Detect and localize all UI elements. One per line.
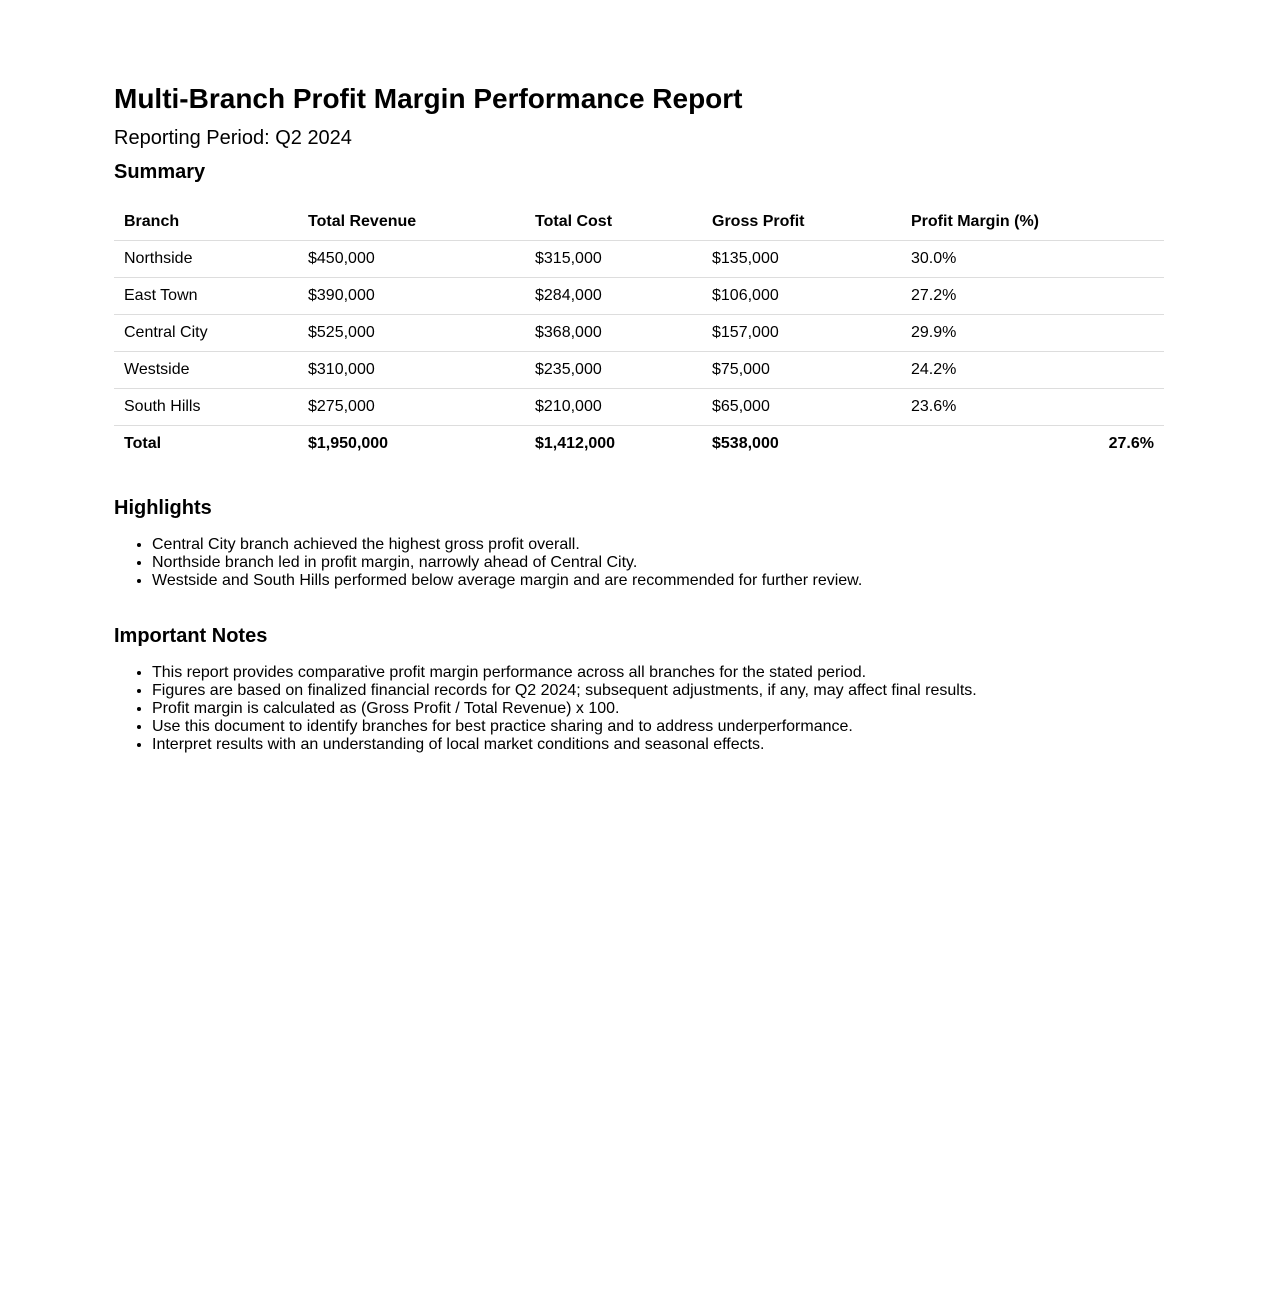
cell-branch: South Hills [114, 389, 298, 426]
column-header-profit-margin: Profit Margin (%) [901, 204, 1164, 241]
column-header-branch: Branch [114, 204, 298, 241]
cell-total-revenue: $310,000 [298, 352, 525, 389]
cell-total-cost: $210,000 [525, 389, 702, 426]
cell-profit-margin: 27.2% [901, 278, 1164, 315]
cell-total-revenue: $390,000 [298, 278, 525, 315]
total-gross-profit: $538,000 [712, 435, 779, 452]
cell-total-revenue: $275,000 [298, 389, 525, 426]
cell-branch: Northside [114, 241, 298, 278]
summary-table [114, 204, 1164, 462]
list-item: • Westside and South Hills performed below average margin and are recommended for further review. [152, 572, 1164, 590]
column-header-gross-profit: Gross Profit [702, 204, 901, 241]
cell-total-cost: $315,000 [525, 241, 702, 278]
table-header-row [114, 204, 1164, 241]
list-item: • Central City branch achieved the highest gross profit overall. [152, 536, 1164, 554]
total-revenue: $1,950,000 [308, 435, 389, 452]
cell-gross-profit: $106,000 [702, 278, 901, 315]
highlights-list [114, 536, 1164, 590]
report-title: Multi-Branch Profit Margin Performance Report [114, 83, 743, 114]
cell-profit-margin: 30.0% [901, 241, 1164, 278]
list-item: • This report provides comparative profit margin performance across all branches for the stated period. [152, 664, 1164, 682]
cell-gross-profit: $135,000 [702, 241, 901, 278]
notes-list [114, 664, 1164, 754]
table-row [114, 315, 1164, 352]
highlights-section [114, 494, 1164, 590]
list-item: • Use this document to identify branches for best practice sharing and to address underperformance. [152, 718, 1164, 736]
column-header-total-revenue: Total Revenue [298, 204, 525, 241]
list-item: • Figures are based on finalized financial records for Q2 2024; subsequent adjustments, if any, may affect final results. [152, 682, 1164, 700]
cell-gross-profit: $65,000 [702, 389, 901, 426]
highlights-heading: Highlights [114, 497, 212, 519]
reporting-period: Reporting Period: Q2 2024 [114, 127, 352, 149]
table-row [114, 278, 1164, 315]
cell-branch: East Town [114, 278, 298, 315]
cell-branch: Central City [114, 315, 298, 352]
list-item: • Northside branch led in profit margin, narrowly ahead of Central City. [152, 554, 1164, 572]
list-item: • Profit margin is calculated as (Gross Profit / Total Revenue) x 100. [152, 700, 1164, 718]
column-header-total-cost: Total Cost [525, 204, 702, 241]
cell-profit-margin: 24.2% [901, 352, 1164, 389]
cell-branch: Westside [114, 352, 298, 389]
cell-profit-margin: 29.9% [901, 315, 1164, 352]
notes-section [114, 622, 1164, 754]
cell-total-revenue: $525,000 [298, 315, 525, 352]
cell-total-cost: $235,000 [525, 352, 702, 389]
table-row [114, 241, 1164, 278]
cell-profit-margin: 23.6% [901, 389, 1164, 426]
total-row [114, 426, 1164, 463]
total-label: Total [124, 435, 162, 452]
total-cost: $1,412,000 [535, 435, 616, 452]
cell-total-cost: $284,000 [525, 278, 702, 315]
cell-total-cost: $368,000 [525, 315, 702, 352]
total-profit-margin: 27.6% [1108, 435, 1154, 452]
table-row [114, 352, 1164, 389]
cell-gross-profit: $75,000 [702, 352, 901, 389]
summary-heading: Summary [114, 161, 206, 183]
list-item: • Interpret results with an understanding of local market conditions and seasonal effects. [152, 736, 1164, 754]
table-row [114, 389, 1164, 426]
cell-gross-profit: $157,000 [702, 315, 901, 352]
cell-total-revenue: $450,000 [298, 241, 525, 278]
notes-heading: Important Notes [114, 625, 268, 647]
